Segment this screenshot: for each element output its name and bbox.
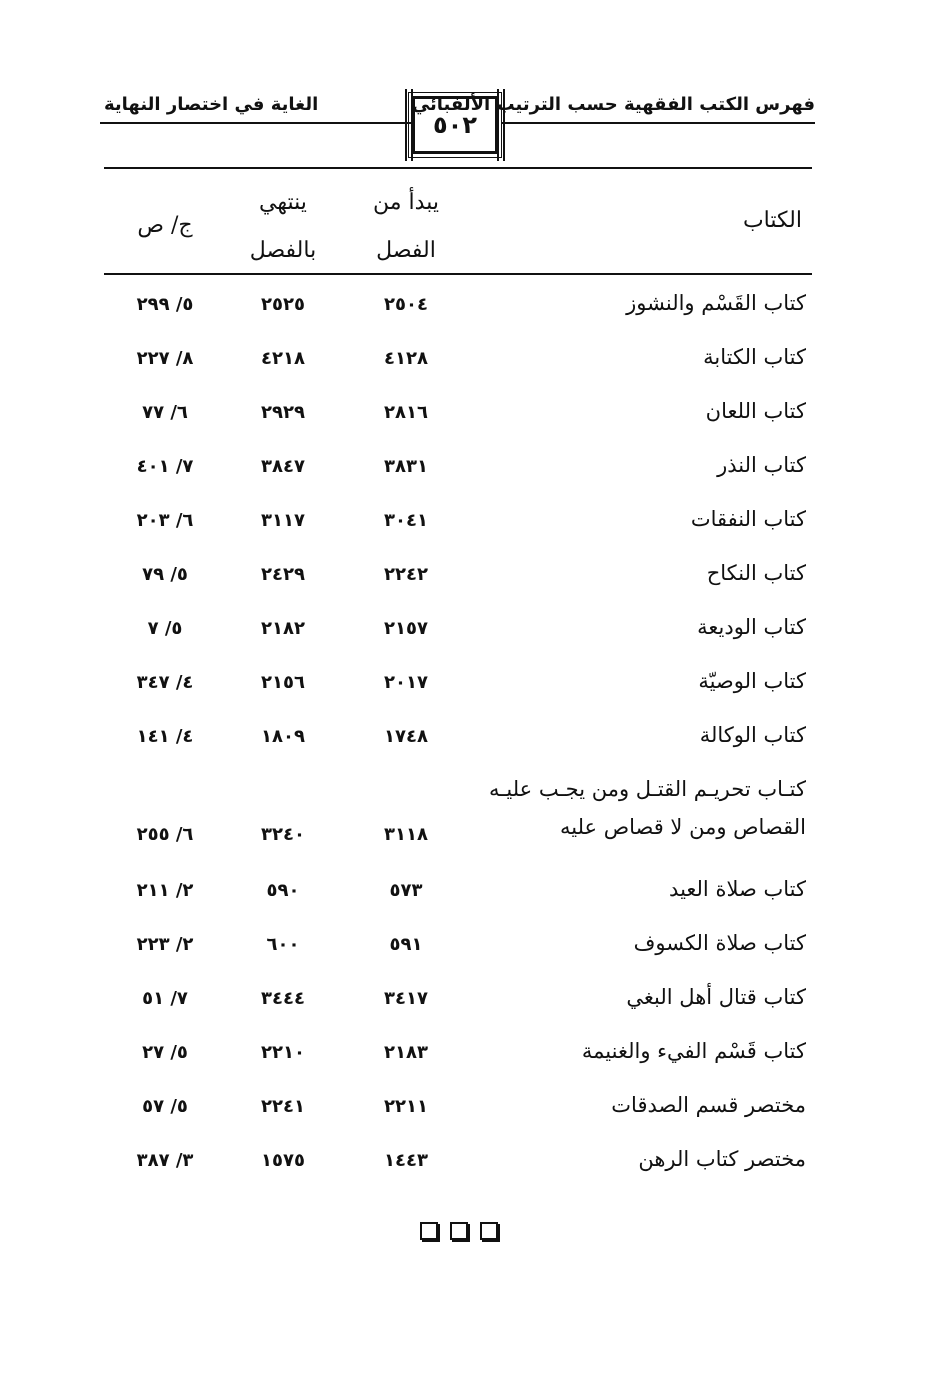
end-ornament (420, 1222, 498, 1240)
end-section: ٤٢١٨ (261, 348, 305, 369)
book-name (626, 982, 806, 1012)
volume-page: ٦/ ٧٧ (142, 402, 188, 423)
header-rule-left (100, 122, 413, 124)
ornament-square (450, 1222, 468, 1240)
page-header (100, 88, 815, 168)
book-name (669, 874, 806, 904)
start-section: ٢٢١١ (384, 1096, 428, 1117)
start-section: ٥٧٣ (389, 880, 423, 901)
end-section: ٢١٥٦ (261, 672, 305, 693)
book-name (638, 1144, 806, 1174)
book-name-line: كتاب قتال أهل البغي (626, 985, 806, 1009)
start-section: ٣٠٤١ (384, 510, 428, 531)
start-section: ٥٩١ (389, 934, 423, 955)
volume-page: ٤/ ٣٤٧ (136, 672, 194, 693)
volume-page: ٢/ ٢١١ (136, 880, 194, 901)
table-row (104, 766, 812, 866)
end-section: ٥٩٠ (266, 880, 300, 901)
start-section: ٤١٢٨ (384, 348, 428, 369)
table-row (104, 442, 812, 496)
book-name (691, 504, 806, 534)
end-section: ٢٩٢٩ (261, 402, 305, 423)
running-title-right: فهرس الكتب الفقهية حسب الترتيب الألفبائي (411, 94, 815, 115)
running-title-left: الغاية في اختصار النهاية (104, 94, 319, 115)
table-row (104, 550, 812, 604)
start-section: ١٧٤٨ (384, 726, 428, 747)
table-row (104, 1028, 812, 1082)
header-divider (104, 167, 812, 169)
column-header-end-line2: بالفصل (249, 238, 317, 263)
book-name-line: كتاب صلاة العيد (669, 877, 806, 901)
book-name-line: كتاب قَسْم الفيء والغنيمة (581, 1039, 806, 1063)
table-row (104, 604, 812, 658)
table-row (104, 1136, 812, 1190)
volume-page: ٤/ ١٤١ (136, 726, 194, 747)
end-section: ٦٠٠ (266, 934, 300, 955)
volume-page: ٨/ ٢٢٧ (136, 348, 194, 369)
ornament-square (480, 1222, 498, 1240)
end-section: ١٥٧٥ (261, 1150, 305, 1171)
table-row (104, 280, 812, 334)
end-section: ٣١١٧ (261, 510, 305, 531)
end-section: ٣٢٤٠ (261, 824, 305, 845)
book-name-line: كتاب الوديعة (697, 615, 806, 639)
book-name (703, 342, 806, 372)
volume-page: ٧/ ٥١ (142, 988, 188, 1009)
column-header-end (235, 179, 331, 275)
book-name (698, 666, 806, 696)
book-name-line: كتاب صلاة الكسوف (633, 931, 806, 955)
end-section: ٢٤٢٩ (261, 564, 305, 585)
start-section: ١٤٤٣ (384, 1150, 428, 1171)
book-name (707, 558, 806, 588)
volume-page: ٣/ ٣٨٧ (136, 1150, 194, 1171)
page-number: ٥٠٢ (433, 111, 477, 139)
end-section: ٢٥٢٥ (261, 294, 305, 315)
column-header-start-line2: الفصل (376, 238, 436, 263)
end-section: ٢٢٤١ (261, 1096, 305, 1117)
start-section: ٣٨٣١ (384, 456, 428, 477)
book-name-line: كتاب النفقات (690, 507, 806, 531)
end-section: ١٨٠٩ (261, 726, 305, 747)
index-table-body (104, 280, 812, 1190)
volume-page: ٦/ ٢٠٣ (136, 510, 194, 531)
page-number-frame (412, 96, 498, 154)
book-name-line: كتاب النكاح (706, 561, 806, 585)
book-name-line: كتاب الوكالة (699, 723, 806, 747)
book-name (582, 1036, 806, 1066)
book-name-line: مختصر كتاب الرهن (638, 1147, 806, 1171)
table-row (104, 496, 812, 550)
volume-page: ٥/ ٥٧ (142, 1096, 188, 1117)
volume-page: ٢/ ٢٢٣ (136, 934, 194, 955)
start-section: ٢٠١٧ (384, 672, 428, 693)
table-row (104, 334, 812, 388)
start-section: ٢١٨٣ (384, 1042, 428, 1063)
book-name (611, 1090, 806, 1120)
table-row (104, 388, 812, 442)
book-name (626, 288, 806, 318)
book-name-line: كتاب الكتابة (703, 345, 806, 369)
book-name (489, 774, 806, 850)
column-header-volume-page: ج/ ص (137, 213, 193, 238)
header-rule-right (501, 122, 815, 124)
table-row (104, 866, 812, 920)
book-name-line: كتـاب تحريـم القتـل ومن يجـب عليـه (488, 777, 806, 801)
end-section: ٣٤٤٤ (261, 988, 305, 1009)
column-header-book: الكتاب (742, 208, 802, 233)
table-row (104, 712, 812, 766)
volume-page: ٥/ ٢٩٩ (136, 294, 194, 315)
volume-page: ٥/ ٢٧ (142, 1042, 188, 1063)
volume-page: ٥/ ٧ (147, 618, 183, 639)
column-header-start-line1: يبدأ من (373, 190, 439, 215)
book-name-line-continued: القصاص ومن لا قصاص عليه (559, 815, 806, 839)
book-name (717, 450, 806, 480)
table-row (104, 658, 812, 712)
book-name-line: كتاب القَسْم والنشوز (626, 291, 806, 315)
table-row (104, 920, 812, 974)
ornament-square (420, 1222, 438, 1240)
book-name-line: كتاب الوصيّة (698, 669, 806, 693)
start-section: ٣١١٨ (384, 824, 428, 845)
book-name-line: كتاب النذر (717, 453, 806, 477)
table-header-rule (104, 273, 812, 275)
book-name-line: كتاب اللعان (705, 399, 806, 423)
end-section: ٣٨٤٧ (261, 456, 305, 477)
table-row (104, 1082, 812, 1136)
book-name (700, 720, 806, 750)
end-section: ٢١٨٢ (261, 618, 305, 639)
start-section: ٢١٥٧ (384, 618, 428, 639)
start-section: ٢٢٤٢ (384, 564, 428, 585)
volume-page: ٦/ ٢٥٥ (136, 824, 194, 845)
book-name-line: مختصر قسم الصدقات (611, 1093, 806, 1117)
end-section: ٢٢١٠ (261, 1042, 305, 1063)
column-header-start (358, 179, 454, 275)
book-name (706, 396, 806, 426)
table-row (104, 974, 812, 1028)
start-section: ٢٨١٦ (384, 402, 428, 423)
start-section: ٢٥٠٤ (384, 294, 428, 315)
volume-page: ٥/ ٧٩ (142, 564, 188, 585)
book-name (697, 612, 806, 642)
volume-page: ٧/ ٤٠١ (136, 456, 194, 477)
start-section: ٣٤١٧ (384, 988, 428, 1009)
book-name (634, 928, 806, 958)
column-header-end-line1: ينتهي (259, 190, 307, 215)
